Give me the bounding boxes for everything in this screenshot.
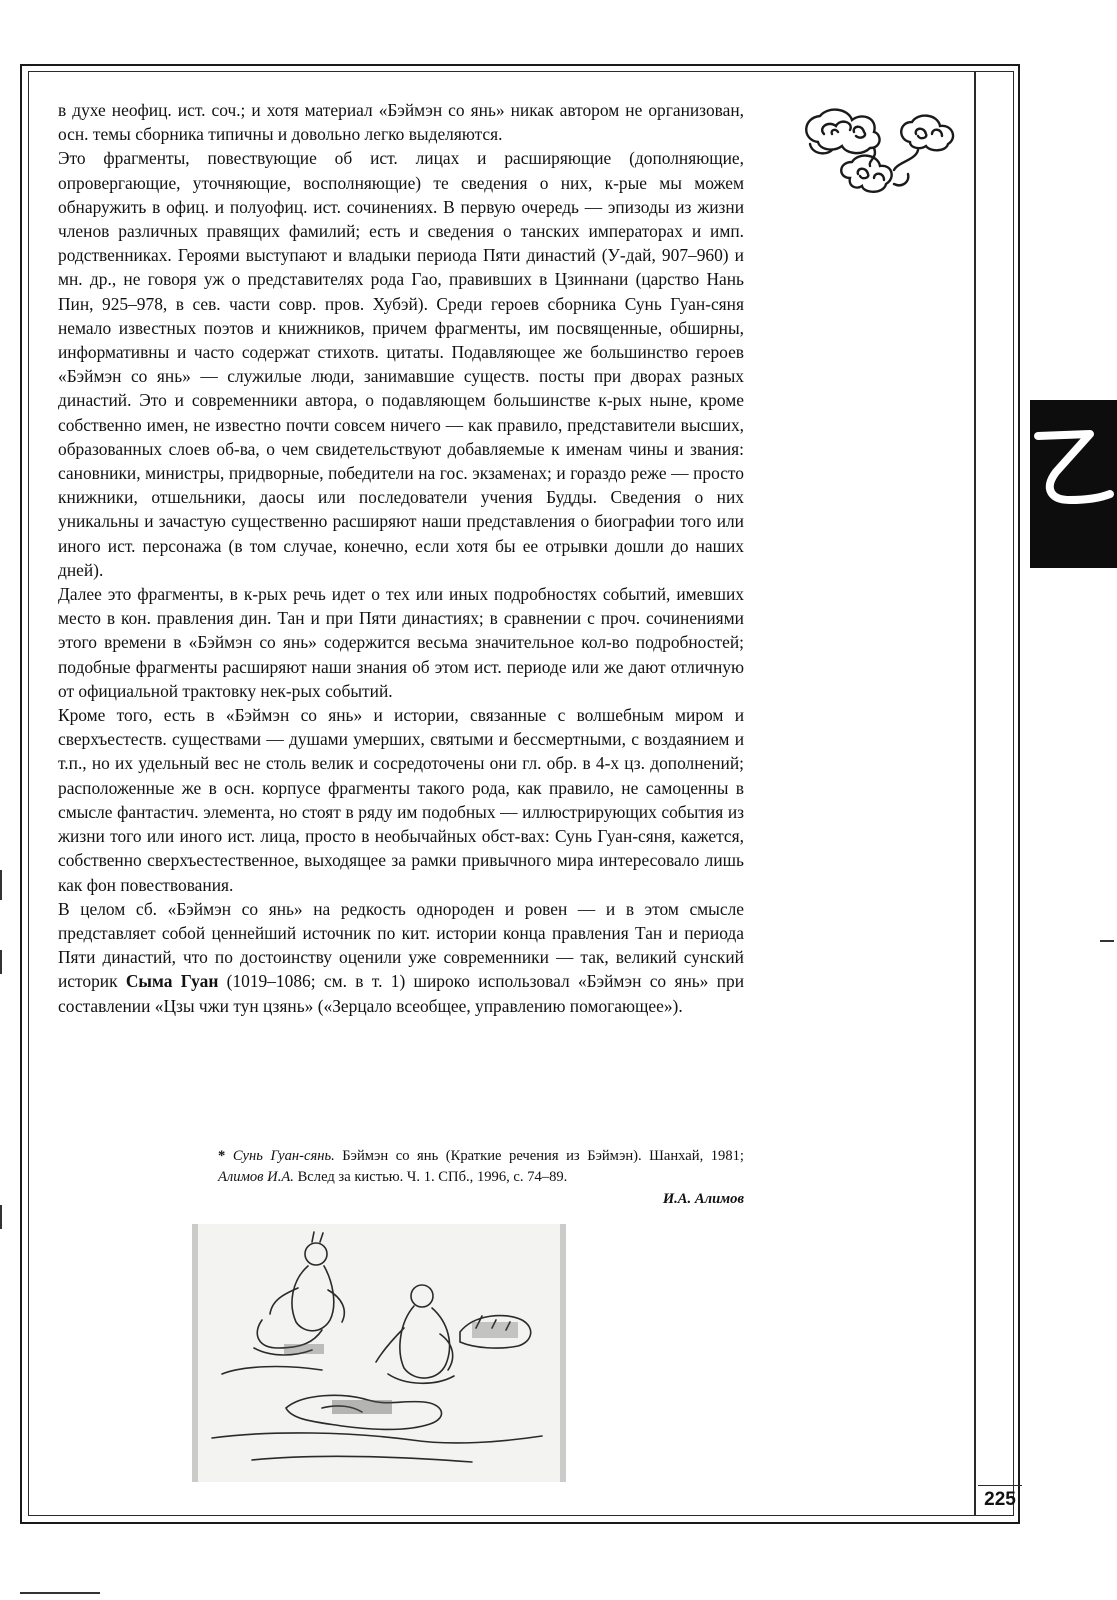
ref-author-1: Сунь Гуан-сянь. (232, 1148, 335, 1164)
paragraph-3: Далее это фрагменты, в к-рых речь идет о тех или иных подробностях событий, имевших место в кон. правления дин. Тан и при Пяти династиях; в сравнении с проч. сочинениями этого времени в «Бэймэн со янь» содержится весьма значительное кол-во подробностей; подобные фрагменты расширяют наши знания об этом ист. периоде или же дают отличную от официальной трактовку нек-рых событий. (58, 584, 744, 701)
ref-author-2: Алимов И.А. (218, 1169, 294, 1185)
paragraph-2: Это фрагменты, повествующие об ист. лицах и расширяющие (дополняющие, опровергающие, уточняющие, восполняющие) те сведения о них, к-рые мы можем обнаружить в офиц. и полуофиц. ист. сочинениях. В первую очередь — эпизоды из жизни членов различных правящих фамилий; есть и сведения о танских императорах и имп. родственниках. Героями выступают и владыки периода Пяти династий (У-дай, 907–960) и мн. др., не говоря уж о представителях рода Гао, правивших в Цзиннани (царство Нань Пин, 925–978, в сев. части совр. пров. Хубэй). Среди героев сборника Сунь Гуан-сяня немало известных поэтов и книжников, причем фрагменты, им посвященные, обширны, информативны и часто содержат стихотв. цитаты. Подавляющее же большинство героев «Бэймэн со янь» — служилые люди, занимавшие существ. посты при дворах разных династий. Это и современники автора, о подавляющем большинстве к-рых ныне, кроме собственно имен, не известно почти совсем ничего — как правило, представители высших, образованных слоев об-ва, о чем свидетельствуют добавляемые к именам чины и звания: сановники, министры, придворные, победители на гос. экзаменах; и гораздо реже — просто книжники, отшельники, даосы или последователи учения Будды. Сведения о них уникальны и зачастую существенно расширяют наши представления о биографии того или иного ист. персонажа (в том случае, конечно, если хотя бы ее отрывки дошли до наших дней). (58, 148, 744, 580)
illustration-figures-image (192, 1224, 566, 1482)
edge-mark (0, 870, 2, 900)
paragraph-4: Кроме того, есть в «Бэймэн со янь» и истории, связанные с волшебным миром и сверхъестеств. существами — душами умерших, святыми и бессмертными, с воздаянием и т.п., но их удельный вес не столь велик и сосредоточены они гл. обр. в 4-х цз. дополнений; расположенные же в осн. корпусе фрагменты такого рода, как правило, не самоценны в смысле фантастич. элемента, но стоят в ряду им подобных — иллюстрирующих события из жизни того или иного ист. лица, просто в необычайных обст-вах: Сунь Гуан-сяня, кажется, собственно сверхъестественное, выходящее за рамки привычного мира интересовало лишь как фон повествования. (58, 705, 744, 895)
article-author: И.А. Алимов (662, 1191, 744, 1207)
edge-mark (20, 1592, 100, 1594)
article-text (58, 98, 744, 1018)
cloud-ornament-icon (798, 104, 964, 208)
paragraph-5: В целом сб. «Бэймэн со янь» на редкость однороден и ровен — и в этом смысле представляет собой ценнейший источник по кит. истории конца правления Тан и периода Пяти династий, что по достоинству оценили уже современники — так, великий сунский историк Сыма Гуан (1019–1086; см. в т. 1) широко использовал «Бэймэн со янь» при составлении «Цзы чжи тун цзянь» («Зерцало всеобщее, управлению помогающее»). (58, 898, 744, 1016)
name-sima-guang: Сыма Гуан (125, 971, 219, 992)
edge-mark (0, 950, 2, 974)
page-number: 225 (978, 1485, 1022, 1515)
section-tab (1030, 400, 1117, 568)
margin-rule (974, 72, 976, 1515)
paragraph-1: в духе неофиц. ист. соч.; и хотя материал «Бэймэн со янь» никак автором не организован, осн. темы сборника типичны и довольно легко выделяются. (58, 100, 744, 145)
edge-mark (0, 1205, 2, 1229)
edge-mark (1100, 940, 1114, 942)
references: * Сунь Гуан-сянь. Бэймэн со янь (Краткие речения из Бэймэн). Шанхай, 1981; Алимов И.А. Вслед за кистью. Ч. 1. СПб., 1996, с. 74–89. (218, 1148, 744, 1185)
tab-glyph-icon (1030, 400, 1117, 568)
